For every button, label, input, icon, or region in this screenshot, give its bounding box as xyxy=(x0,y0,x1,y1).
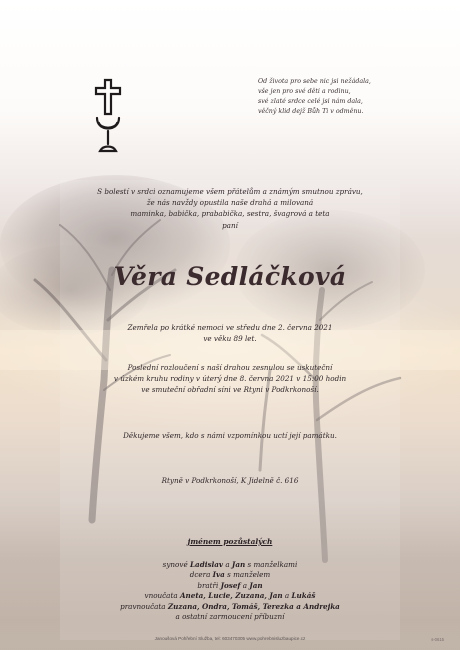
relative-text: bratři xyxy=(197,580,221,590)
relative-text: a xyxy=(223,560,232,569)
relative-name: Lukáš xyxy=(291,591,316,601)
poem xyxy=(258,77,448,117)
relative-name: Josef xyxy=(220,580,241,590)
relatives-line xyxy=(30,612,430,622)
poem-line: své zlaté srdce celé jsi nám dala, xyxy=(258,98,363,105)
relatives-list xyxy=(30,560,430,622)
relative-name: Ladislav xyxy=(189,560,224,569)
funeral-line: Poslední rozloučení s naší drahou zesnulou se uskuteční xyxy=(127,363,333,372)
funeral-service-footer: Janoušová Pohřební Služba, tel: 603470305 www.pohrebnisluzbaupice.cz xyxy=(154,636,306,641)
death-notice-line: Zemřela po krátké nemoci ve středu dne 2. června 2021 xyxy=(127,323,333,332)
funeral-line: v úzkém kruhu rodiny v úterý dne 8. června 2021 v 15:00 hodin xyxy=(113,374,347,384)
relative-name: Jan xyxy=(231,560,246,569)
relatives-line xyxy=(30,602,430,612)
relative-name: Zuzana, Ondra, Tomáš, Terezka a Andrejka xyxy=(167,601,340,611)
death-notice xyxy=(30,322,430,344)
relative-text: s manželkami xyxy=(245,560,298,569)
poem-line: vše jen pro své děti a rodinu, xyxy=(258,88,351,95)
intro-line: S bolestí v srdci oznamujeme všem přátelům a známým smutnou zprávu, xyxy=(97,187,363,196)
document-code: s-0615 xyxy=(431,637,444,642)
relative-text: a xyxy=(282,591,292,601)
relative-text: dcera xyxy=(189,570,213,580)
thanks-line xyxy=(30,430,430,441)
relative-text: vnoučata xyxy=(144,591,180,601)
relative-name: Iva xyxy=(212,570,225,580)
intro-line: maminka, babička, prababička, sestra, švagrová a teta xyxy=(130,209,330,219)
poem-line: Od života pro sebe nic jsi nežádala, xyxy=(258,78,371,85)
intro-line: že nás navždy opustila naše drahá a milovaná xyxy=(146,198,314,208)
deceased-name: Věra Sedláčková xyxy=(113,262,347,291)
relative-text: a xyxy=(240,580,250,590)
relative-text: pravnoučata xyxy=(120,601,168,611)
announcement-intro xyxy=(30,186,430,231)
relatives-line xyxy=(30,591,430,601)
relative-text: s manželem xyxy=(224,570,271,580)
relatives-line xyxy=(30,581,430,591)
poem-line: věčný klid dejž Bůh Ti v odměnu. xyxy=(258,108,364,115)
address-text: Rtyně v Podkrkonoší, K Jidelně č. 616 xyxy=(161,476,299,485)
funeral-line: ve smuteční obřadní síni ve Rtyni v Podkrkonoší. xyxy=(141,385,319,395)
death-notice-line: ve věku 89 let. xyxy=(203,334,257,344)
cross-chalice-icon xyxy=(93,78,123,154)
relative-text: a ostatní zarmoucení příbuzní xyxy=(175,612,285,622)
relative-text: synové xyxy=(162,560,190,569)
thanks-text: Děkujeme všem, kdo s námi vzpomínkou uctí její památku. xyxy=(123,431,337,440)
relative-name: Aneta, Lucie, Zuzana, Jan xyxy=(179,591,283,601)
mourners-heading: jménem pozůstalých xyxy=(187,537,273,546)
address-line xyxy=(30,475,430,486)
intro-line: paní xyxy=(222,220,238,230)
relatives-line xyxy=(30,560,430,570)
relative-name: Jan xyxy=(249,580,263,590)
relatives-line xyxy=(30,570,430,580)
funeral-details xyxy=(30,362,430,396)
